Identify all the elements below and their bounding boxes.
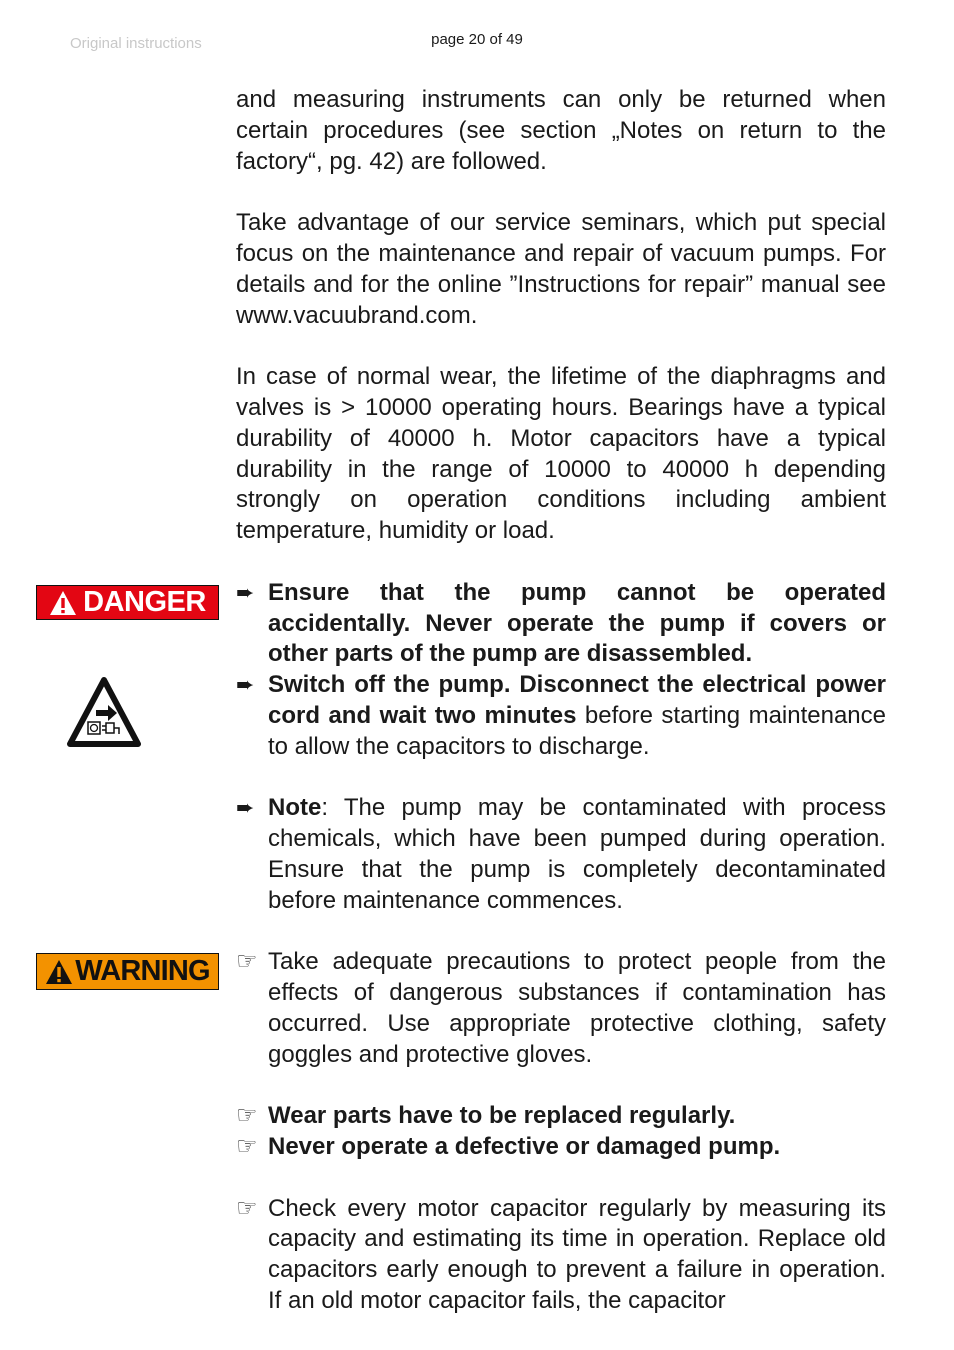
note-item: [236, 793, 886, 916]
warning-triangle-icon: [49, 590, 77, 616]
warning-item-text: Take adequate precautions to protect people from the effects of dangerous substances if contamination has occurred. Use appropriate protective clothing, safety goggles and protective gloves.: [268, 948, 886, 1068]
danger-item-text: Ensure that the pump cannot be operated accidentally. Never operate the pump if covers or other parts of the pump are disassembled.: [268, 578, 886, 668]
warning-item-text: Never operate a defective or damaged pump.: [268, 1133, 781, 1161]
danger-item-accidental-operation: [236, 578, 886, 670]
danger-item-text: before starting maintenance to allow the capacitors to discharge.: [268, 701, 887, 760]
pointing-hand-icon: ☞: [236, 1133, 258, 1161]
note-label: Note: [268, 794, 322, 822]
arrow-right-icon: ➨: [236, 672, 255, 698]
warning-label: [36, 953, 219, 990]
paragraph-seminars: Take advantage of our service seminars, which put special focus on the maintenance and repair of vacuum pumps. For details and for the online ”Instructions for repair” manual see www.vacuubrand.com.: [236, 209, 886, 329]
warning-item-capacitor-check: [236, 1194, 886, 1317]
arrow-right-icon: ➨: [236, 579, 255, 605]
danger-item-bold-text: Switch off the pump. Disconnect the electrical power cord and wait two minutes: [268, 671, 886, 729]
page-number: page 20 of 49: [431, 31, 523, 48]
danger-item-switch-off: [236, 670, 886, 762]
warning-item-defective-pump: [236, 1132, 886, 1163]
disconnect-power-icon: [66, 676, 142, 750]
arrow-right-icon: ➨: [236, 795, 255, 821]
warning-item-precautions: [236, 947, 886, 1070]
paragraph-return: and measuring instruments can only be returned when certain procedures (see section „Notes on return to the factory“, pg. 42) are followed.: [236, 86, 886, 175]
pointing-hand-icon: ☞: [236, 948, 258, 976]
warning-triangle-icon: [45, 959, 73, 985]
warning-label-text: WARNING: [75, 955, 210, 987]
document-header-label: Original instructions: [70, 35, 202, 52]
danger-label-text: DANGER: [83, 586, 206, 618]
note-text: : The pump may be contaminated with process chemicals, which have been pumped during operation. Ensure that the pump is completely decontaminated before maintenance commences.: [268, 794, 886, 914]
warning-item-wear-parts: [236, 1101, 886, 1132]
danger-label: [36, 585, 219, 620]
paragraph-lifetime: In case of normal wear, the lifetime of the diaphragms and valves is > 10000 operating hours. Bearings have a typical durability of 40000 h. Motor capacitors have a typical durability in the range of 10000 to 40000 h depending strongly on operation conditions including ambient temperature, humidity or load.: [236, 363, 886, 545]
warning-item-text: Check every motor capacitor regularly by measuring its capacity and estimating its time in operation. Replace old capacitors early enough to prevent a failure in operation. If an old motor capacitor fails, the capacitor: [268, 1194, 886, 1315]
body-text: [236, 85, 886, 1317]
pointing-hand-icon: ☞: [236, 1194, 258, 1222]
pointing-hand-icon: ☞: [236, 1102, 258, 1130]
warning-item-text: Wear parts have to be replaced regularly.: [268, 1102, 736, 1130]
